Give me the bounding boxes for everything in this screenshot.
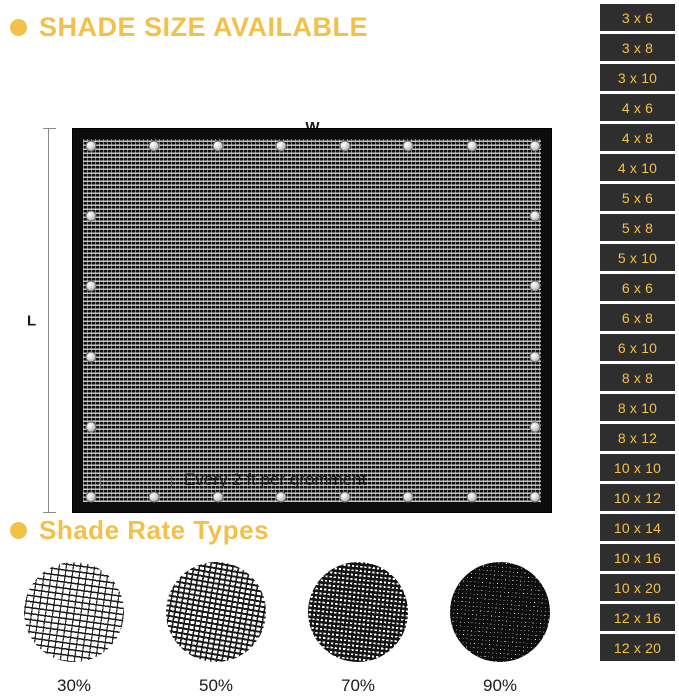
size-chip[interactable]: 8 x 12 xyxy=(600,424,675,451)
size-chip[interactable]: 10 x 14 xyxy=(600,514,675,541)
size-chip[interactable]: 3 x 10 xyxy=(600,64,675,91)
size-chip[interactable]: 5 x 8 xyxy=(600,214,675,241)
shade-rate-label: 70% xyxy=(340,676,376,695)
size-chip[interactable]: 10 x 10 xyxy=(600,454,675,481)
grommet xyxy=(530,421,541,432)
grommet-spacing-dimension-line xyxy=(100,480,172,481)
section-title-shade-rate: Shade Rate Types xyxy=(39,515,270,545)
grommet xyxy=(530,141,541,152)
grommet-spacing-note xyxy=(100,470,366,490)
grommet xyxy=(403,141,414,152)
shade-rate-swatch-90 xyxy=(450,562,550,662)
grommet xyxy=(403,492,414,503)
size-chip[interactable]: 4 x 6 xyxy=(600,94,675,121)
grommet xyxy=(530,211,541,222)
grommet xyxy=(86,421,97,432)
shade-rate-swatch-30 xyxy=(24,562,124,662)
shade-rate-item xyxy=(304,562,412,696)
shade-rate-item xyxy=(20,562,128,696)
shade-rate-label: 90% xyxy=(482,676,518,695)
size-chip[interactable]: 3 x 8 xyxy=(600,34,675,61)
size-chip[interactable]: 12 x 20 xyxy=(600,634,675,661)
section-header-shade-rate xyxy=(10,515,269,546)
bullet-dot-icon xyxy=(10,19,27,36)
grommet xyxy=(276,141,287,152)
size-chip[interactable]: 6 x 8 xyxy=(600,304,675,331)
grommet xyxy=(86,281,97,292)
grommet xyxy=(339,492,350,503)
grommet xyxy=(149,141,160,152)
shade-rate-label: 50% xyxy=(198,676,234,695)
shade-rate-label: 30% xyxy=(56,676,92,695)
size-chip[interactable]: 10 x 20 xyxy=(600,574,675,601)
shade-rate-item xyxy=(162,562,270,696)
size-chip[interactable]: 3 x 6 xyxy=(600,4,675,31)
shade-cloth-rectangle xyxy=(72,128,552,513)
size-chip[interactable]: 10 x 12 xyxy=(600,484,675,511)
size-chip[interactable]: 6 x 6 xyxy=(600,274,675,301)
grommet xyxy=(212,492,223,503)
grommet xyxy=(339,141,350,152)
grommet xyxy=(86,351,97,362)
shade-rate-swatch-50 xyxy=(166,562,266,662)
grommet xyxy=(149,492,160,503)
grommet xyxy=(466,141,477,152)
shade-cloth-diagram xyxy=(0,55,600,505)
size-chip[interactable]: 4 x 8 xyxy=(600,124,675,151)
available-size-list xyxy=(600,0,679,698)
shade-rate-swatch-70 xyxy=(308,562,408,662)
grommet xyxy=(530,351,541,362)
size-chip[interactable]: 12 x 16 xyxy=(600,604,675,631)
page-title: SHADE SIZE AVAILABLE xyxy=(39,12,369,42)
grommet xyxy=(86,141,97,152)
bullet-dot-icon xyxy=(10,522,27,539)
section-header-shade-size xyxy=(10,12,368,43)
shade-rate-list xyxy=(20,562,580,696)
grommet-spacing-text: Every 2 ft per gromment xyxy=(184,470,367,489)
grommet xyxy=(276,492,287,503)
size-chip[interactable]: 8 x 10 xyxy=(600,394,675,421)
grommet xyxy=(86,492,97,503)
size-chip[interactable]: 5 x 10 xyxy=(600,244,675,271)
size-chip[interactable]: 4 x 10 xyxy=(600,154,675,181)
shade-rate-item xyxy=(446,562,554,696)
grommet xyxy=(530,281,541,292)
grommet xyxy=(212,141,223,152)
length-dimension-label: L xyxy=(27,312,37,329)
grommet xyxy=(466,492,477,503)
length-dimension-line xyxy=(27,128,49,513)
grommet xyxy=(530,492,541,503)
size-chip[interactable]: 8 x 8 xyxy=(600,364,675,391)
grommet xyxy=(86,211,97,222)
size-chip[interactable]: 5 x 6 xyxy=(600,184,675,211)
size-chip[interactable]: 6 x 10 xyxy=(600,334,675,361)
size-chip[interactable]: 10 x 16 xyxy=(600,544,675,571)
shade-cloth-mesh-texture xyxy=(83,139,541,502)
